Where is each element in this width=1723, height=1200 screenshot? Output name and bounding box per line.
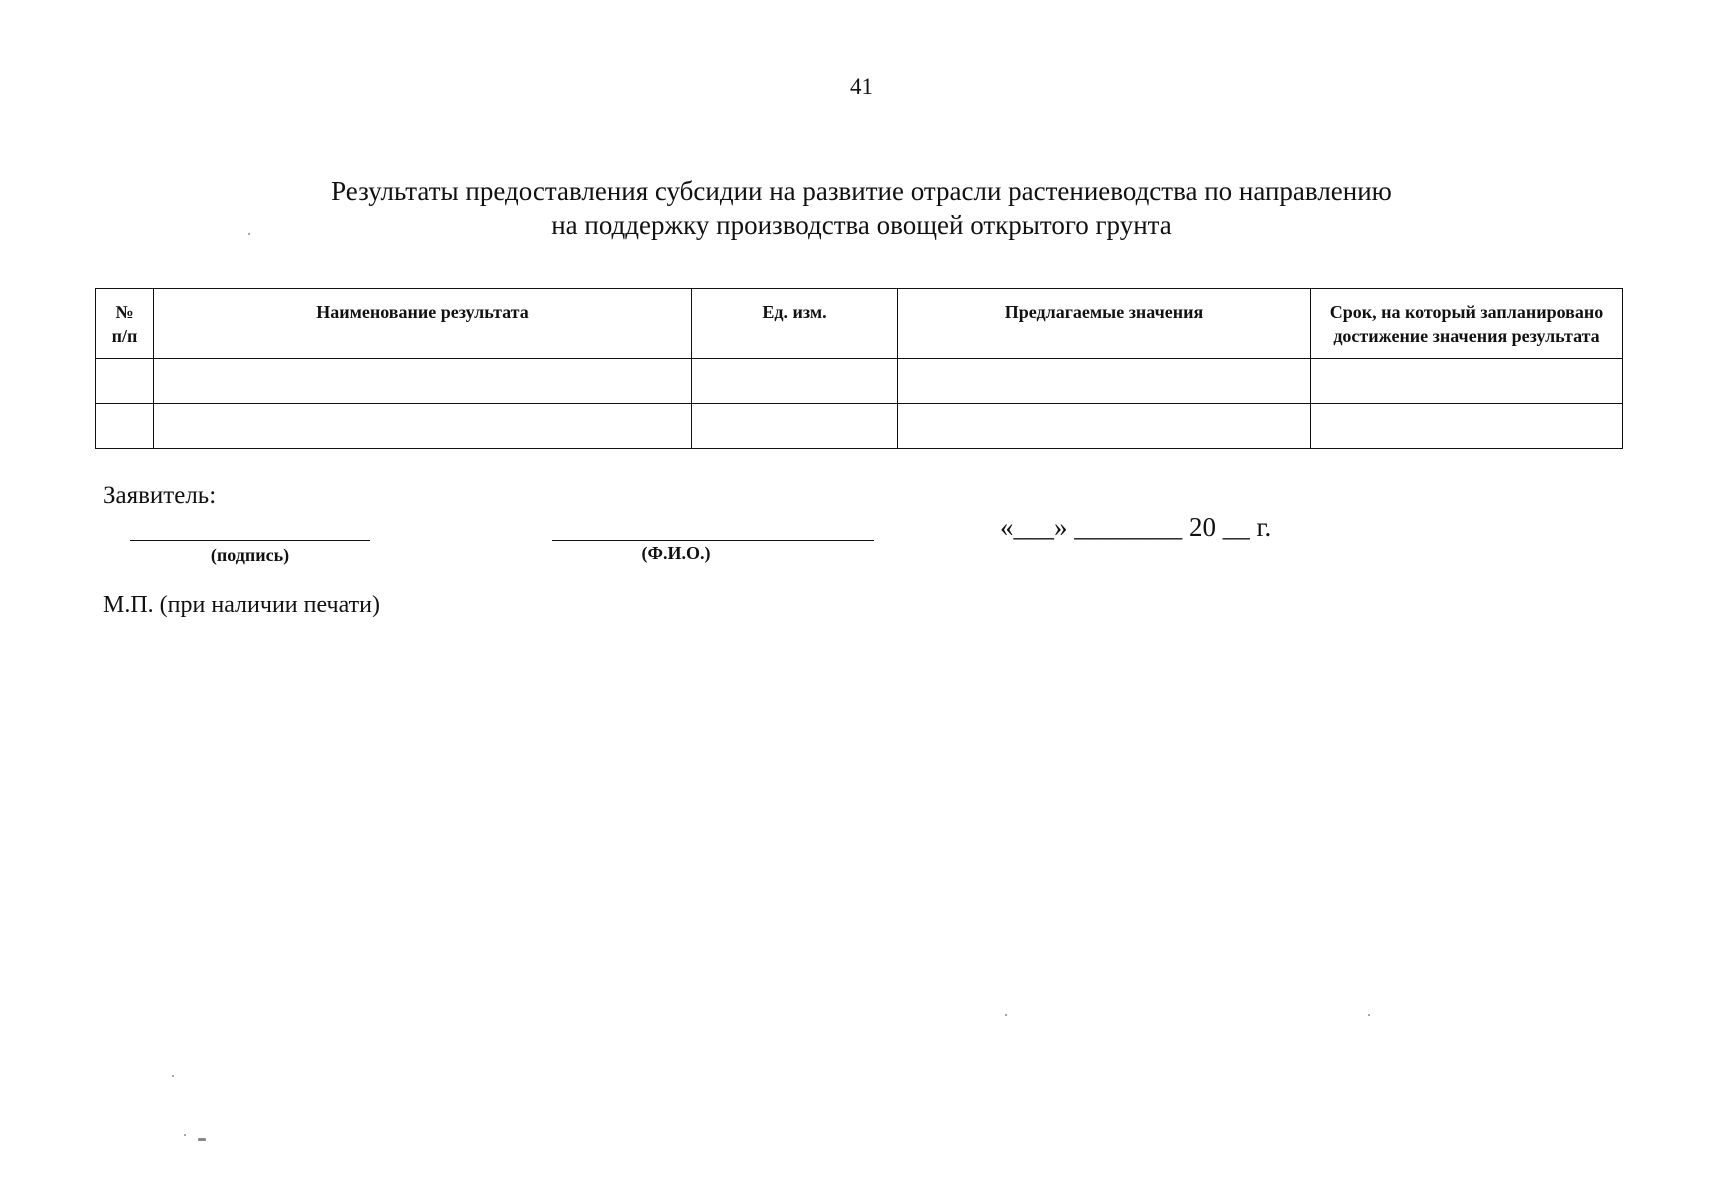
scan-speck [1368, 1014, 1370, 1016]
table-row [96, 359, 1623, 404]
header-number-abbr: п/п [111, 326, 138, 346]
table-cell[interactable] [898, 359, 1311, 404]
header-unit: Ед. изм. [692, 289, 898, 359]
date-field[interactable]: «___» ________ 20 __ г. [1000, 512, 1272, 542]
table-cell[interactable] [154, 404, 692, 449]
fio-caption: (Ф.И.О.) [641, 543, 711, 563]
table-cell[interactable] [96, 359, 154, 404]
page-number: 41 [850, 74, 873, 99]
header-number [96, 289, 154, 359]
scan-speck [172, 1075, 174, 1077]
signature-caption: (подпись) [210, 545, 290, 565]
table-cell[interactable] [898, 404, 1311, 449]
table-cell[interactable] [1311, 404, 1623, 449]
header-deadline-line-1: Срок, на который запланировано [1329, 302, 1604, 322]
table-cell[interactable] [1311, 359, 1623, 404]
table-header-row [96, 289, 1623, 359]
header-deadline [1311, 289, 1623, 359]
document-title [0, 174, 1723, 242]
header-result-name: Наименование результата [154, 289, 692, 359]
header-proposed-values: Предлагаемые значения [898, 289, 1311, 359]
table-cell[interactable] [692, 359, 898, 404]
table-cell[interactable] [96, 404, 154, 449]
scan-speck [184, 1134, 186, 1136]
scan-speck [248, 233, 250, 235]
table-row [96, 404, 1623, 449]
signature-line[interactable] [130, 540, 370, 541]
applicant-label: Заявитель: [103, 482, 217, 509]
header-number-symbol: № [115, 302, 134, 322]
results-table [95, 288, 1623, 449]
table-cell[interactable] [692, 404, 898, 449]
seal-note: М.П. (при наличии печати) [103, 592, 380, 618]
header-deadline-line-2: достижение значения результата [1333, 326, 1600, 346]
fio-line[interactable] [552, 540, 874, 541]
scan-speck [1005, 1014, 1007, 1016]
scan-speck [198, 1138, 206, 1141]
title-line-2: на поддержку производства овощей открытого грунта [551, 210, 1172, 240]
title-line-1: Результаты предоставления субсидии на развитие отрасли растениеводства по направлению [331, 176, 1392, 206]
table-cell[interactable] [154, 359, 692, 404]
